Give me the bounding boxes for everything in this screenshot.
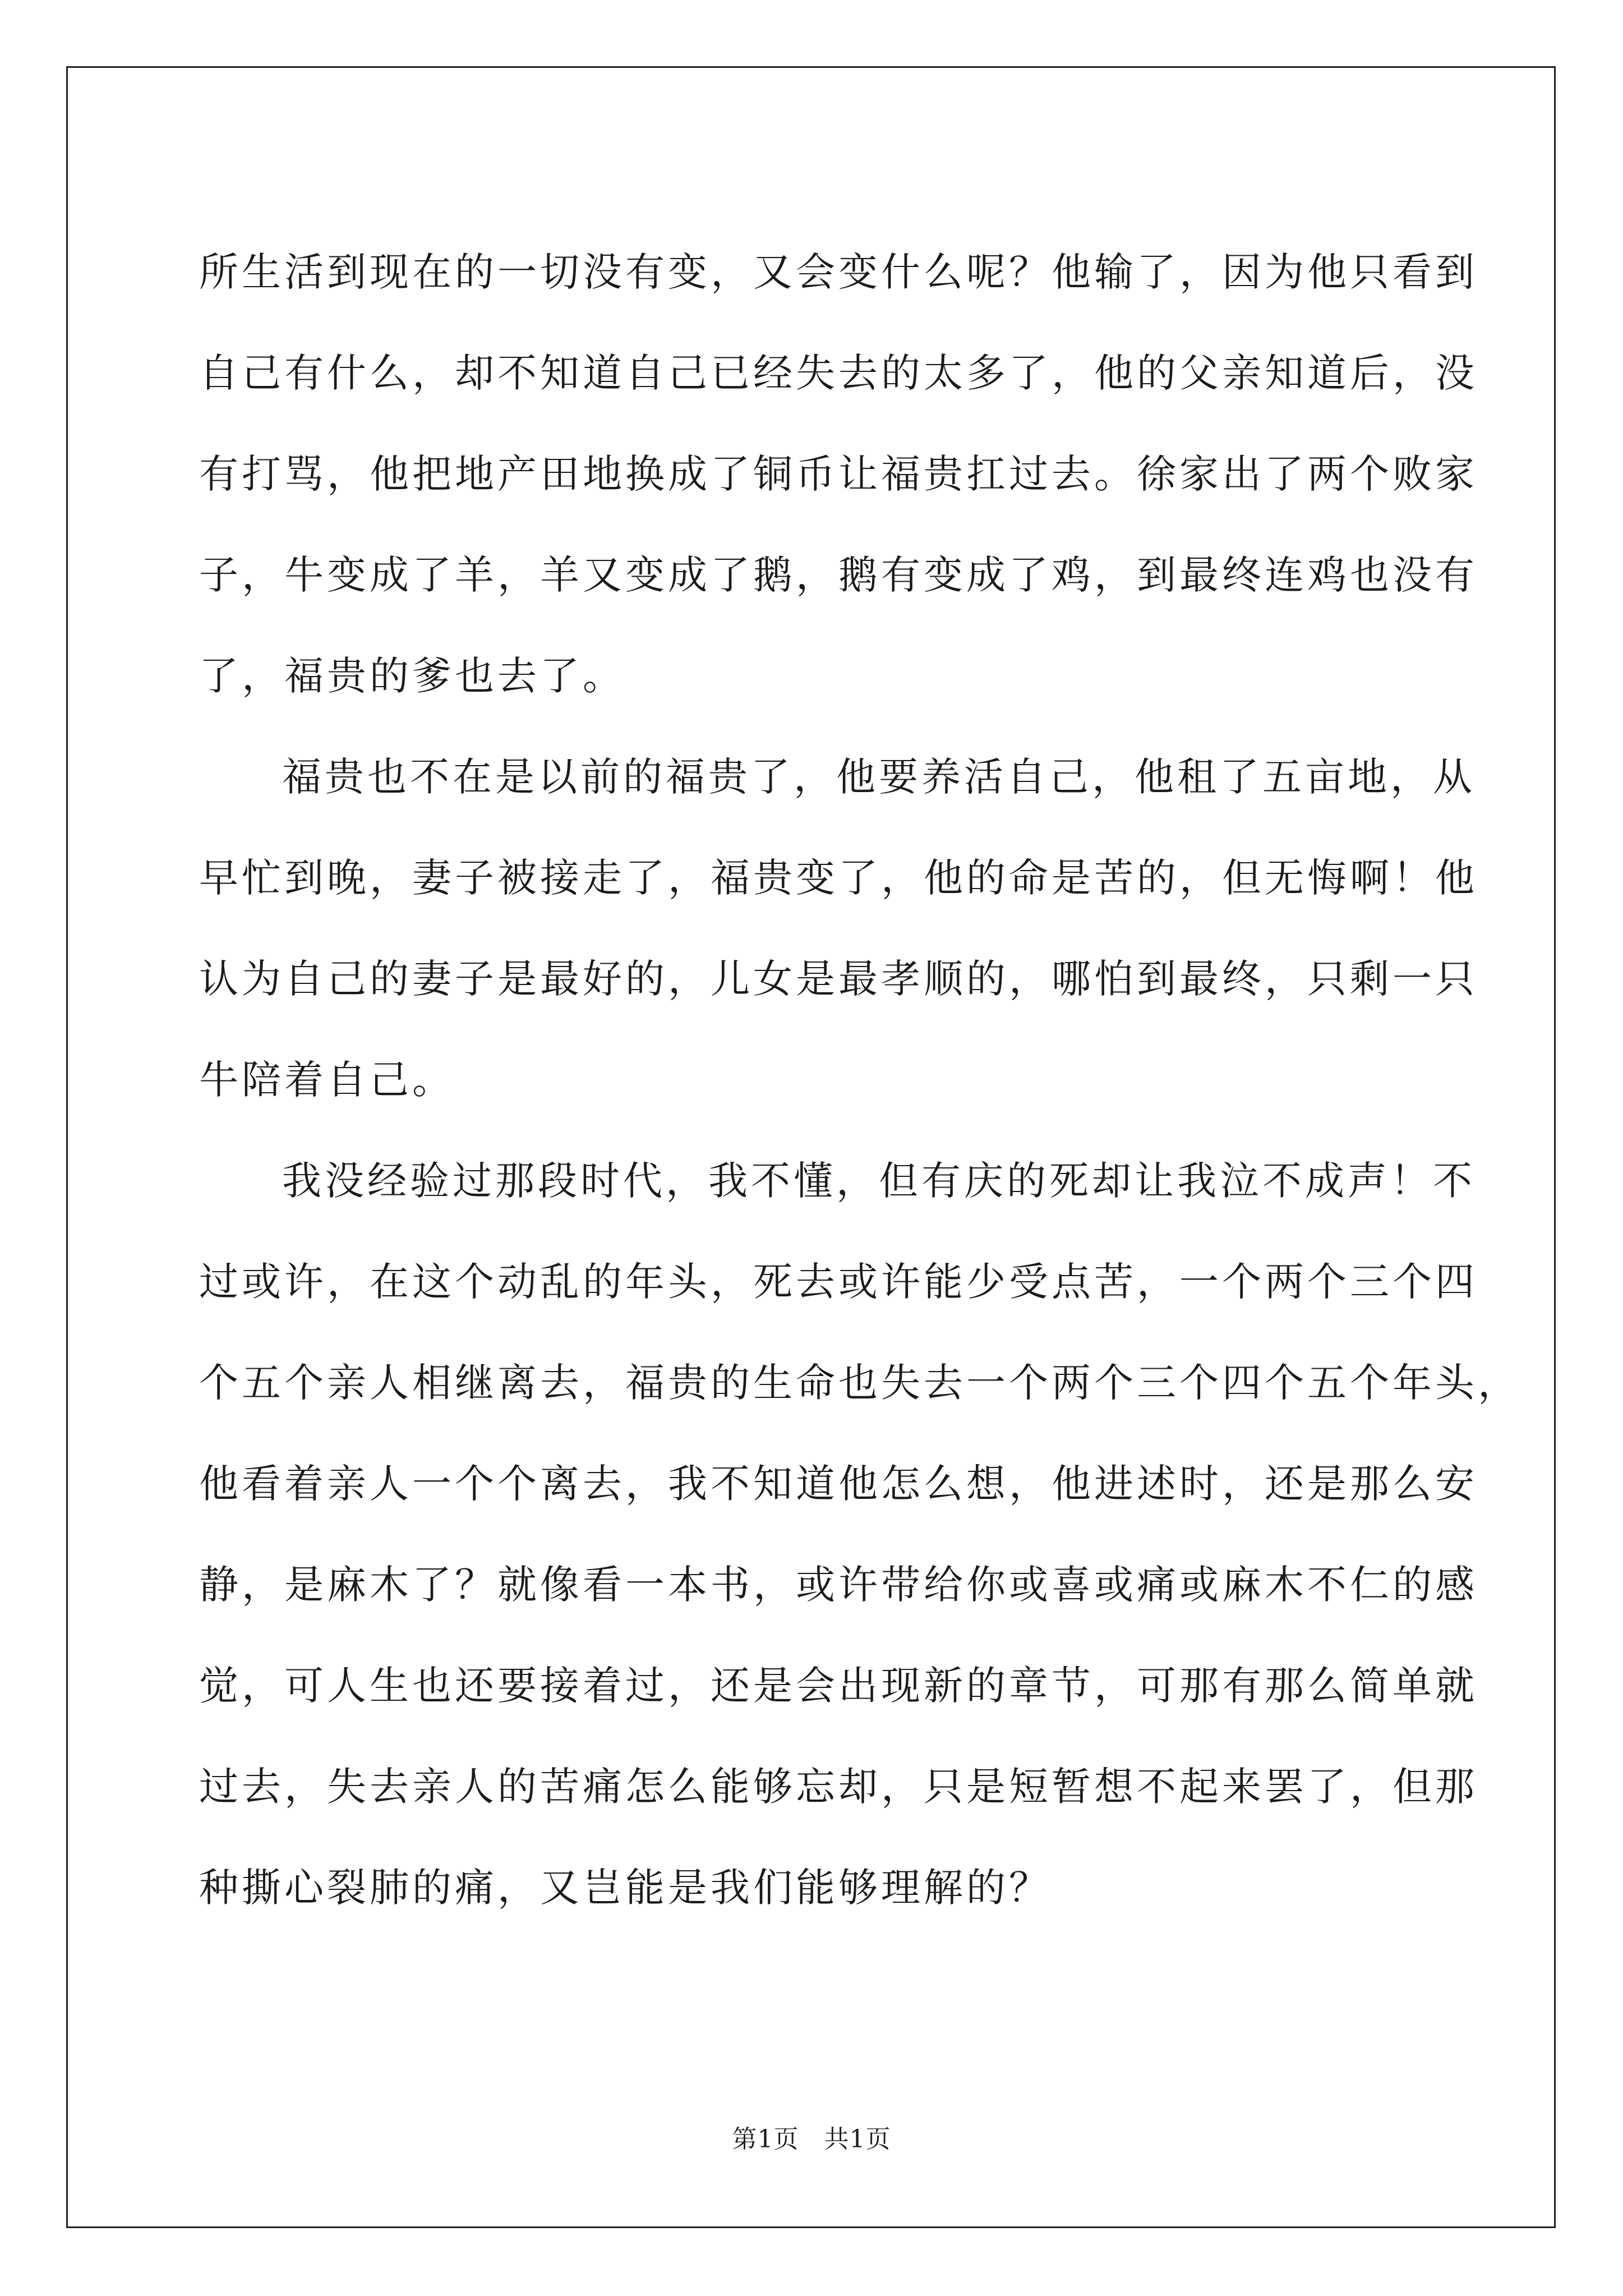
text-line: 种撕心裂肺的痛，又岂能是我们能够理解的？ (199, 1865, 1052, 1911)
text-line: 早忙到晚，妻子被接走了，福贵变了，他的命是苦的，但无悔啊！他 (199, 855, 1478, 901)
paragraph-1 (199, 222, 1478, 726)
text-line: 有打骂，他把地产田地换成了铜币让福贵扛过去。徐家出了两个败家 (199, 451, 1478, 497)
text-line: 觉，可人生也还要接着过，还是会出现新的章节，可那有那么简单就 (199, 1663, 1478, 1709)
text-line: 所生活到现在的一切没有变，又会变什么呢？他输了，因为他只看到 (199, 249, 1478, 295)
text-line: 子，牛变成了羊，羊又变成了鹅，鹅有变成了鸡，到最终连鸡也没有 (199, 552, 1478, 598)
text-line: 他看着亲人一个个离去，我不知道他怎么想，他进述时，还是那么安 (199, 1461, 1478, 1507)
text-line: 过去，失去亲人的苦痛怎么能够忘却，只是短暂想不起来罢了，但那 (199, 1764, 1478, 1810)
document-body (199, 222, 1520, 1938)
text-line: 牛陪着自己。 (199, 1057, 455, 1103)
paragraph-3 (199, 1130, 1520, 1938)
text-line: 认为自己的妻子是最好的，儿女是最孝顺的，哪怕到最终，只剩一只 (199, 956, 1478, 1002)
paragraph-2 (199, 726, 1478, 1130)
page-footer (0, 2123, 1623, 2156)
text-line: 静，是麻木了？就像看一本书，或许带给你或喜或痛或麻木不仁的感 (199, 1562, 1478, 1608)
text-line: 过或许，在这个动乱的年头，死去或许能少受点苦，一个两个三个四 (199, 1259, 1478, 1305)
text-line: 自己有什么，却不知道自己已经失去的太多了，他的父亲知道后，没 (199, 350, 1478, 396)
text-line: 我没经验过那段时代，我不懂，但有庆的死却让我泣不成声！不 (282, 1158, 1476, 1204)
text-line: 福贵也不在是以前的福贵了，他要养活自己，他租了五亩地，从 (282, 754, 1476, 800)
text-line: 了，福贵的爹也去了。 (199, 653, 625, 699)
page-number-label: 第1页 共1页 (732, 2125, 891, 2154)
text-line: 个五个亲人相继离去，福贵的生命也失去一个两个三个四个五个年头， (199, 1360, 1520, 1406)
